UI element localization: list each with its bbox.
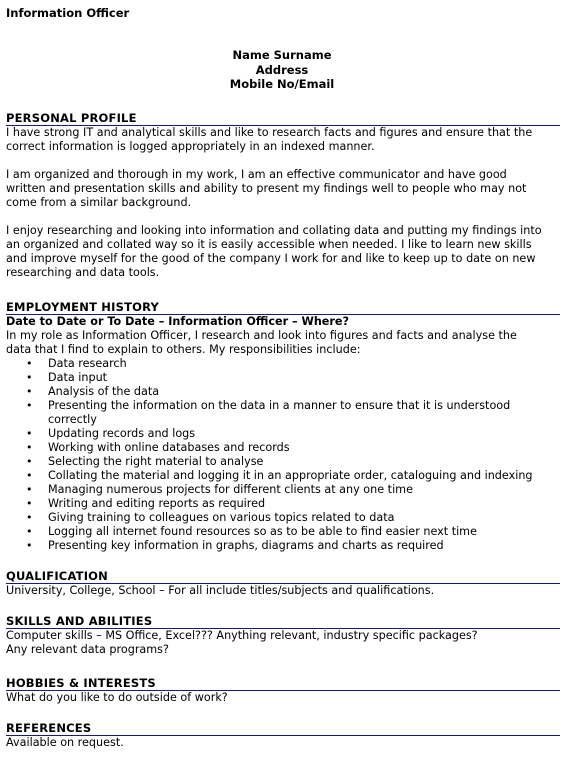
section-heading-employment: EMPLOYMENT HISTORY	[6, 301, 560, 315]
list-item: • Presenting the information on the data in a manner to ensure that it is understood	[26, 399, 511, 412]
employment-history-section	[6, 301, 560, 553]
contact-header	[0, 48, 564, 92]
job-intro-line: data that I find to explain to others. My responsibilities include:	[6, 343, 361, 356]
document-title: Information Officer	[6, 6, 130, 20]
hobbies-section	[6, 677, 560, 705]
personal-profile-section	[6, 112, 560, 280]
responsibilities-list	[6, 357, 560, 553]
skills-line: Computer skills – MS Office, Excel??? Anything relevant, industry specific packages?	[6, 629, 478, 642]
bullet-icon: •	[26, 357, 33, 370]
list-item: • Presenting key information in graphs, diagrams and charts as required	[26, 539, 444, 552]
list-item-continuation: correctly	[48, 413, 97, 426]
bullet-icon: •	[26, 441, 33, 454]
profile-line: I am organized and thorough in my work, I am an effective communicator and have good	[6, 168, 507, 181]
bullet-icon: •	[26, 539, 33, 552]
profile-line: researching and data tools.	[6, 266, 160, 279]
list-item: • Updating records and logs	[26, 427, 196, 440]
references-text: Available on request.	[6, 736, 124, 749]
list-item: • Collating the material and logging it in an appropriate order, cataloguing and indexing	[26, 469, 533, 482]
bullet-icon: •	[26, 371, 33, 384]
list-item: • Managing numerous projects for different clients at any one time	[26, 483, 413, 496]
profile-line: I have strong IT and analytical skills and like to research facts and figures and ensure that the	[6, 126, 533, 139]
profile-line: an organized and collated way so it is easily accessible when needed. I like to learn new skills	[6, 238, 532, 251]
job-title: Date to Date or To Date – Information Officer – Where?	[6, 315, 349, 328]
references-section	[6, 722, 560, 750]
profile-line: correct information is logged appropriately in an indexed manner.	[6, 140, 375, 153]
list-item: • Data research	[26, 357, 127, 370]
list-item: • Giving training to colleagues on various topics related to data	[26, 511, 395, 524]
profile-line: written and presentation skills and ability to present my findings well to people who may not	[6, 182, 527, 195]
bullet-icon: •	[26, 525, 33, 538]
section-heading-skills: SKILLS AND ABILITIES	[6, 615, 560, 629]
candidate-address: Address	[255, 62, 309, 77]
section-heading-personal-profile: PERSONAL PROFILE	[6, 112, 560, 126]
candidate-name: Name Surname	[232, 48, 332, 62]
bullet-icon: •	[26, 455, 33, 468]
bullet-icon: •	[26, 483, 33, 496]
profile-line: and improve myself for the good of the company I work for and like to keep up to date on new	[6, 252, 536, 265]
profile-line: I enjoy researching and looking into information and collating data and putting my findings into	[6, 224, 542, 237]
bullet-icon: •	[26, 399, 33, 412]
section-heading-qualification: QUALIFICATION	[6, 570, 560, 584]
list-item: • Logging all internet found resources so as to be able to find easier next time	[26, 525, 477, 538]
bullet-icon: •	[26, 385, 33, 398]
list-item: • Analysis of the data	[26, 385, 160, 398]
qualification-section	[6, 570, 560, 598]
skills-section	[6, 615, 560, 657]
hobbies-text: What do you like to do outside of work?	[6, 691, 228, 704]
bullet-icon: •	[26, 469, 33, 482]
profile-line: come from a similar background.	[6, 196, 192, 209]
qualification-text: University, College, School – For all include titles/subjects and qualifications.	[6, 584, 435, 597]
bullet-icon: •	[26, 427, 33, 440]
candidate-contact: Mobile No/Email	[229, 77, 335, 91]
section-heading-references: REFERENCES	[6, 722, 560, 736]
section-heading-hobbies: HOBBIES & INTERESTS	[6, 677, 560, 691]
bullet-icon: •	[26, 511, 33, 524]
job-intro-line: In my role as Information Officer, I research and look into figures and facts and analyse the	[6, 329, 517, 342]
list-item: • Selecting the right material to analyse	[26, 455, 264, 468]
list-item: • Writing and editing reports as required	[26, 497, 266, 510]
skills-line: Any relevant data programs?	[6, 643, 169, 656]
bullet-icon: •	[26, 497, 33, 510]
list-item: • Working with online databases and records	[26, 441, 290, 454]
list-item: • Data input	[26, 371, 108, 384]
